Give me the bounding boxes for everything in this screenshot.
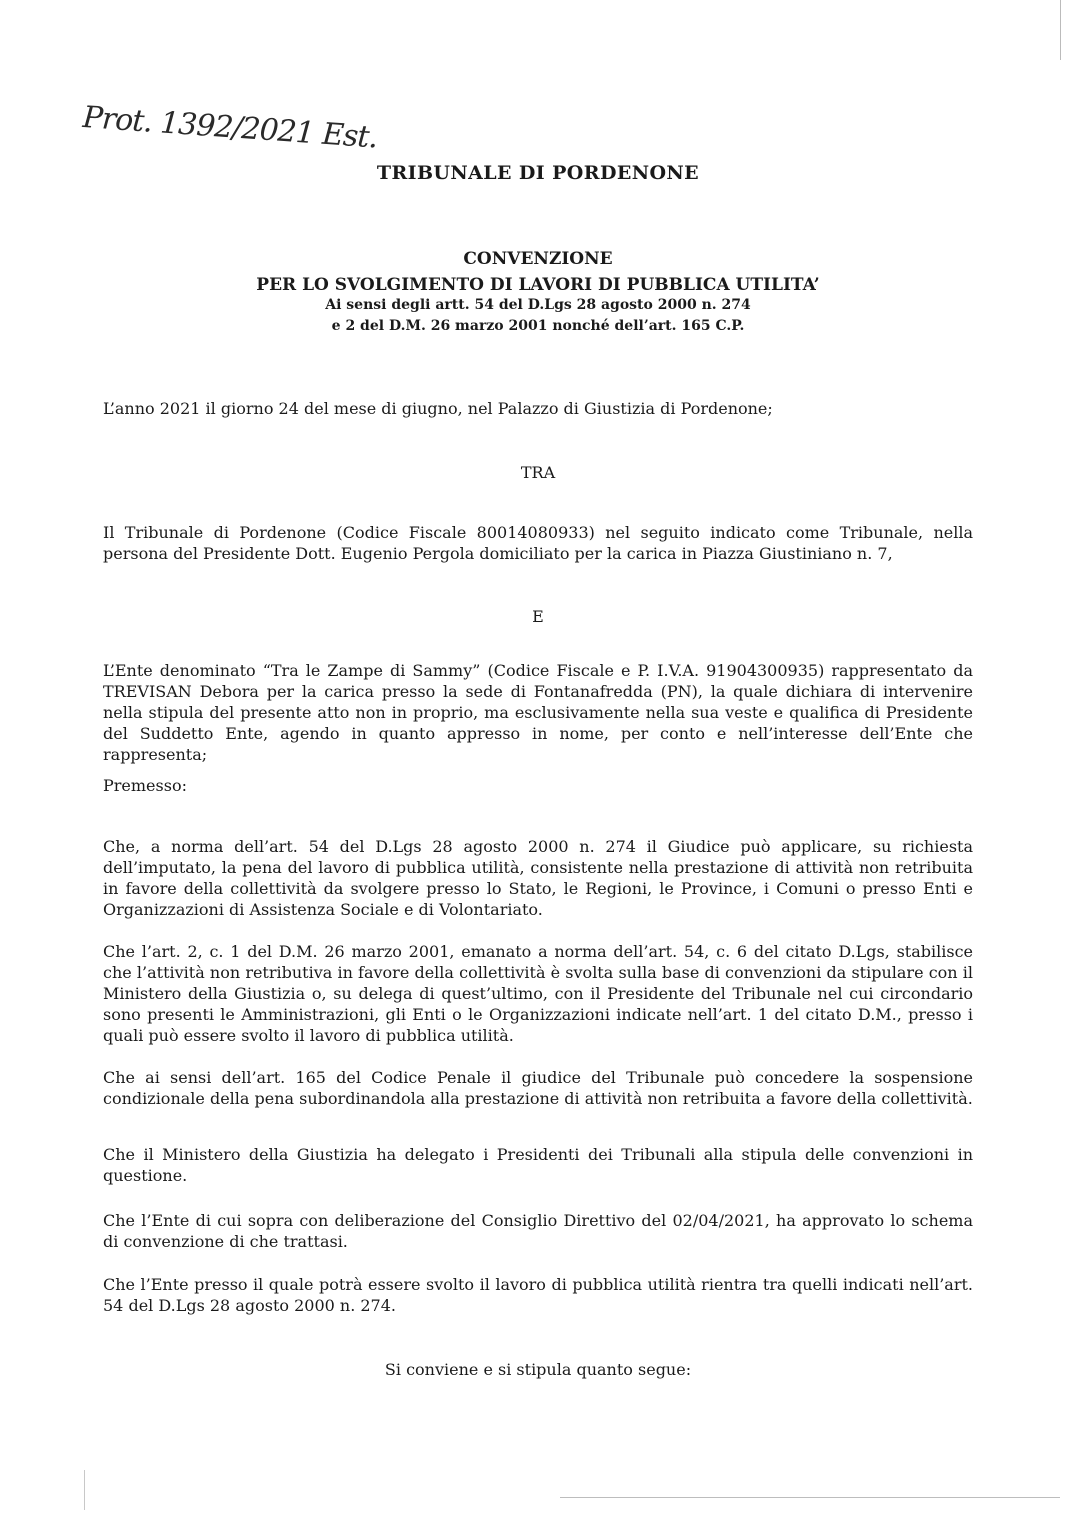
heading-subject: PER LO SVOLGIMENTO DI LAVORI DI PUBBLICA UTILITA’ [256, 275, 820, 295]
heading-legal-ref-1: Ai sensi degli artt. 54 del D.Lgs 28 agosto 2000 n. 274 [325, 297, 751, 313]
premise-paragraph-6: Che l’Ente presso il quale potrà essere svolto il lavoro di pubblica utilità rientra tra quelli indicati nell’art. 54 del D.Lgs 28 agosto 2000 n. 274. [103, 1275, 973, 1315]
court-title: TRIBUNALE DI PORDENONE [376, 162, 700, 184]
premise-paragraph-1: Che, a norma dell’art. 54 del D.Lgs 28 agosto 2000 n. 274 il Giudice può applicare, su richiesta dell’imputato, la pena del lavoro di pubblica utilità, consistente nella prestazione di attività non retribuita in favore della collettività da svolgere presso lo Stato, le Regioni, le Province, i Comuni o presso Enti e Organizzazioni di Assistenza Sociale e di Volontariato. [103, 837, 973, 919]
premise-paragraph-5: Che l’Ente di cui sopra con deliberazione del Consiglio Direttivo del 02/04/2021, ha approvato lo schema di convenzione di che trattasi. [103, 1211, 973, 1251]
premise-paragraph-2: Che l’art. 2, c. 1 del D.M. 26 marzo 2001, emanato a norma dell’art. 54, c. 6 del citato D.Lgs, stabilisce che l’attività non retributiva in favore della collettività è svolta sulla base di convenzioni da stipulare con il Ministero della Giustizia o, su delega di quest’ultimo, con il Presidente del Tribunale nel cui circondario sono presenti le Amministrazioni, gli Enti o le Organizzazioni indicate nell’art. 1 del citato D.M., presso i quali può essere svolto il lavoro di pubblica utilità. [103, 942, 973, 1045]
handwritten-protocol-note: Prot. 1392/2021 Est. [81, 100, 379, 156]
tra-label: TRA [520, 463, 556, 482]
scan-edge-line-left [84, 1470, 85, 1510]
heading-legal-ref-2: e 2 del D.M. 26 marzo 2001 nonché dell’art. 165 C.P. [331, 318, 745, 334]
party-tribunale-paragraph: Il Tribunale di Pordenone (Codice Fiscale 80014080933) nel seguito indicato come Tribunale, nella persona del Presidente Dott. Eugenio Pergola domiciliato per la carica in Piazza Giustiniano n. 7, [103, 523, 973, 563]
premesso-label: Premesso: [103, 776, 187, 795]
heading-convenzione: CONVENZIONE [463, 249, 613, 269]
premise-paragraph-3: Che ai sensi dell’art. 165 del Codice Penale il giudice del Tribunale può concedere la sospensione condizionale della pena subordinandola alla prestazione di attività non retribuita a favore della collettività. [103, 1068, 973, 1108]
party-ente-paragraph: L’Ente denominato “Tra le Zampe di Sammy” (Codice Fiscale e P. I.V.A. 91904300935) rappresentato da TREVISAN Debora per la carica presso la sede di Fontanafredda (PN), la quale dichiara di intervenire nella stipula del presente atto non in proprio, ma esclusivamente nella sua veste e qualifica di Presidente del Suddetto Ente, agendo in quanto appresso in nome, per conto e nell’interesse dell’Ente che rappresenta; [103, 661, 973, 764]
scan-edge-line [1060, 0, 1061, 60]
closing-statement: Si conviene e si stipula quanto segue: [384, 1360, 692, 1379]
intro-paragraph: L’anno 2021 il giorno 24 del mese di giugno, nel Palazzo di Giustizia di Pordenone; [103, 399, 773, 418]
premise-paragraph-4: Che il Ministero della Giustizia ha delegato i Presidenti dei Tribunali alla stipula delle convenzioni in questione. [103, 1145, 973, 1185]
scan-edge-line-bottom [560, 1497, 1060, 1498]
e-label: E [532, 607, 544, 626]
